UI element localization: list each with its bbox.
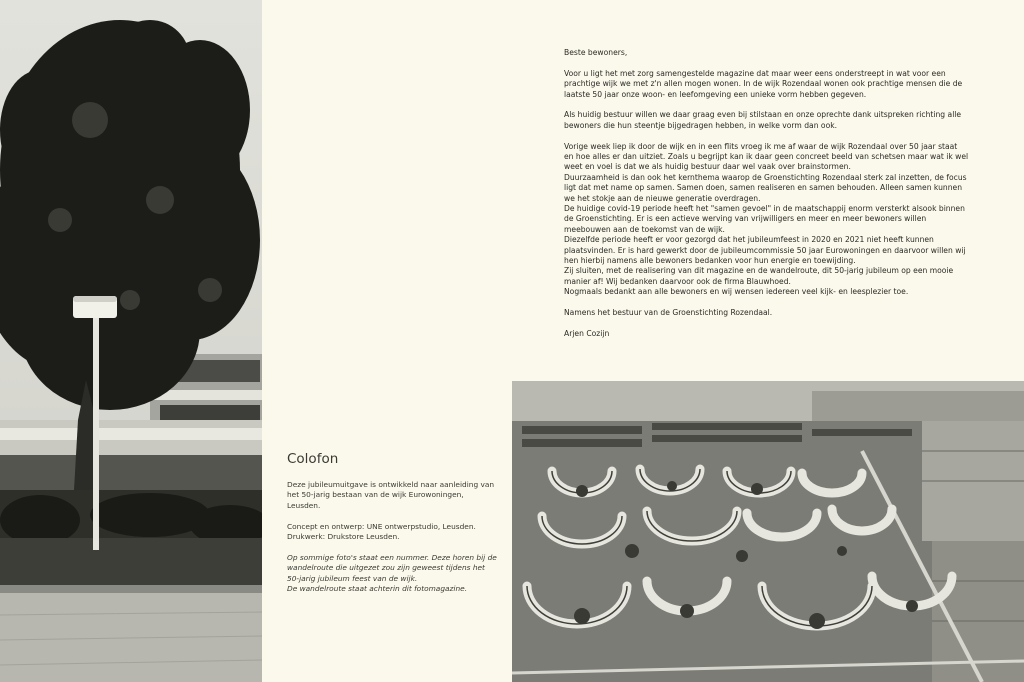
letter-paragraph: Vorige week liep ik door de wijk en in een flits vroeg ik me af waar de wijk Rozendaal over 50 jaar staat en hoe alles er dan uitziet. Zoals u begrijpt kan ik daar geen concreet beeld van schetsen maar wat ik wel weet en voel is dat we als huidig bestuur daar wel vaak over brainstormen. [564,141,969,172]
colofon-title: Colofon [287,451,339,467]
letter-paragraph: De huidige covid-19 periode heeft het "samen gevoel" in de maatschappij enorm versterkt alsook binnen de Groenstichting. Er is een actieve werving van vrijwilligers en meer en meer bewoners willen meebouwen aan de toekomst van de wijk. [564,204,965,234]
letter-paragraph: Voor u ligt het met zorg samengestelde magazine dat maar weer eens onderstreept in wat voor een prachtige wijk we met z'n allen mogen wonen. In de wijk Rozendaal wonen ook prachtige mensen die de laatste 50 jaar onze woon- en leefomgeving een unieke vorm hebben gegeven. [564,68,963,99]
photo-tree-street-lamp [0,0,262,682]
colofon-note: De wandelroute staat achterin dit fotomagazine. [287,584,468,594]
colofon-paragraph: Deze jubileumuitgave is ontwikkeld naar aanleiding van het 50-jarig bestaan van de wijk Eurowoningen, Leusden. [287,480,495,510]
letter-paragraph: Zij sluiten, met de realisering van dit magazine en de wandelroute, dit 50-jarig jubileum op een mooie manier af! Wij bedanken daarvoor ook de firma Blauwhoed. [564,266,954,286]
letter-paragraph: Duurzaamheid is dan ook het kernthema waarop de Groenstichting Rozendaal sterk zal inzetten, de focus ligt dat met name op samen. Samen doen, samen realiseren en samen behouden. Alleen samen kunnen we het stokje aan de nieuwe generatie overdragen. [564,172,967,203]
colofon-credit: Drukwerk: Drukstore Leusden. [287,532,400,542]
letter-paragraph: Nogmaals bedankt aan alle bewoners en wij wensen iedereen veel kijk- en leesplezier toe. [564,287,909,297]
colofon-credit: Concept en ontwerp: UNE ontwerpstudio, Leusden. [287,521,476,531]
letter-greeting: Beste bewoners, [564,48,628,57]
colofon [287,480,499,594]
photo-aerial-neighbourhood [512,381,1024,682]
colofon-note: Op sommige foto's staat een nummer. Deze horen bij de wandelroute die uitgezet zou zijn geweest tijdens het 50-jarig jubileum feest van de wijk. [287,552,497,583]
letter-signature: Arjen Cozijn [564,328,610,338]
letter-paragraph: Diezelfde periode heeft er voor gezorgd dat het jubileumfeest in 2020 en 2021 niet heeft kunnen plaatsvinden. Er is hard gewerkt door de jubileumcommissie 50 jaar Eurowoningen en daarvoor willen wij hen hierbij namens alle bewoners bedanken voor hun energie en toewijding. [564,235,966,266]
letter [564,48,969,339]
letter-closing: Namens het bestuur van de Groenstichting Rozendaal. [564,308,773,318]
letter-paragraph: Als huidig bestuur willen we daar graag even bij stilstaan en onze oprechte dank uitspreken richting alle bewoners die hun steentje bijgedragen hebben, in welke vorm dan ook. [564,110,962,130]
